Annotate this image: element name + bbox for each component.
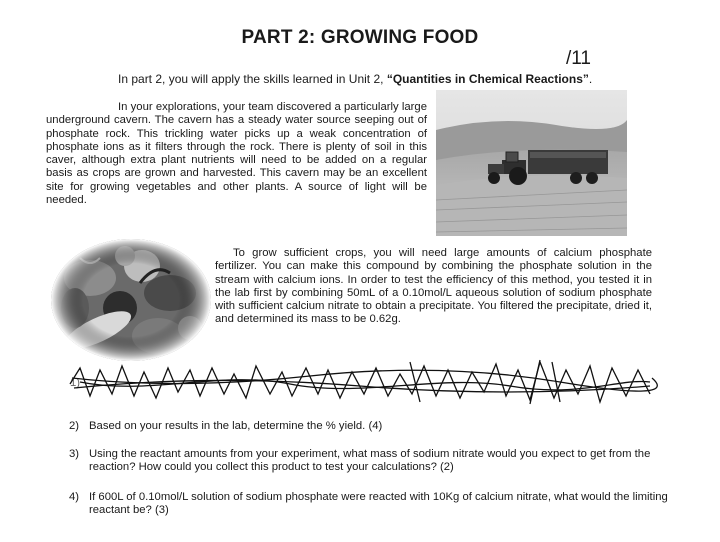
question-4-number: 4) xyxy=(69,491,80,503)
score-label: /11 xyxy=(566,48,592,69)
question-3 xyxy=(69,448,669,478)
intro-line xyxy=(118,72,592,86)
tractor-field-photo xyxy=(436,90,627,236)
page-title: PART 2: GROWING FOOD xyxy=(241,27,479,48)
intro-suffix: . xyxy=(588,72,593,86)
question-3-text: Using the reactant amounts from your experiment, what mass of sodium nitrate would you expect to get from the reaction? How could you collect this product to test your calculations? (2) xyxy=(89,448,651,474)
intro-prefix: In part 2, you will apply the skills learned in Unit 2, xyxy=(118,72,387,86)
question-4 xyxy=(69,491,669,521)
question-2-text: Based on your results in the lab, determine the % yield. (4) xyxy=(89,420,383,432)
question-1-number: 1) xyxy=(70,377,81,389)
cavern-paragraph: In your explorations, your team discovered a particularly large underground cavern. The cavern has a steady water source seeping out of phosphate rock. This trickling water picks up a weak concentration of phosphate ions as it filters through the rock. There is plenty of soil in this caver, although extra plant nutrients will need to be added on a regular basis as crops are grown and harvested. This cavern may be an excellent site for growing vegetables and other plants. A source of light will be needed. xyxy=(46,101,427,207)
crossed-out-question-1 xyxy=(60,356,660,408)
intro-unit-title: “Quantities in Chemical Reactions” xyxy=(386,72,589,86)
question-2-number: 2) xyxy=(69,420,80,432)
question-4-text: If 600L of 0.10mol/L solution of sodium phosphate were reacted with 10Kg of calcium nitrate, what would the limiting reactant be? (3) xyxy=(89,491,668,517)
vegetables-photo xyxy=(50,238,213,362)
question-3-number: 3) xyxy=(69,448,80,460)
fertilizer-paragraph: To grow sufficient crops, you will need large amounts of calcium phosphate fertilizer. You can make this compound by combining the phosphate solution in the stream with calcium ions. In order to test the efficiency of this method, you tested it in the lab first by combining 50mL of a 0.10mol/L aqueous solution of sodium phosphate with sufficient calcium nitrate to obtain a precipitate. You filtered the precipitate, dried it, and determined its mass to be 0.62g. xyxy=(215,247,652,326)
